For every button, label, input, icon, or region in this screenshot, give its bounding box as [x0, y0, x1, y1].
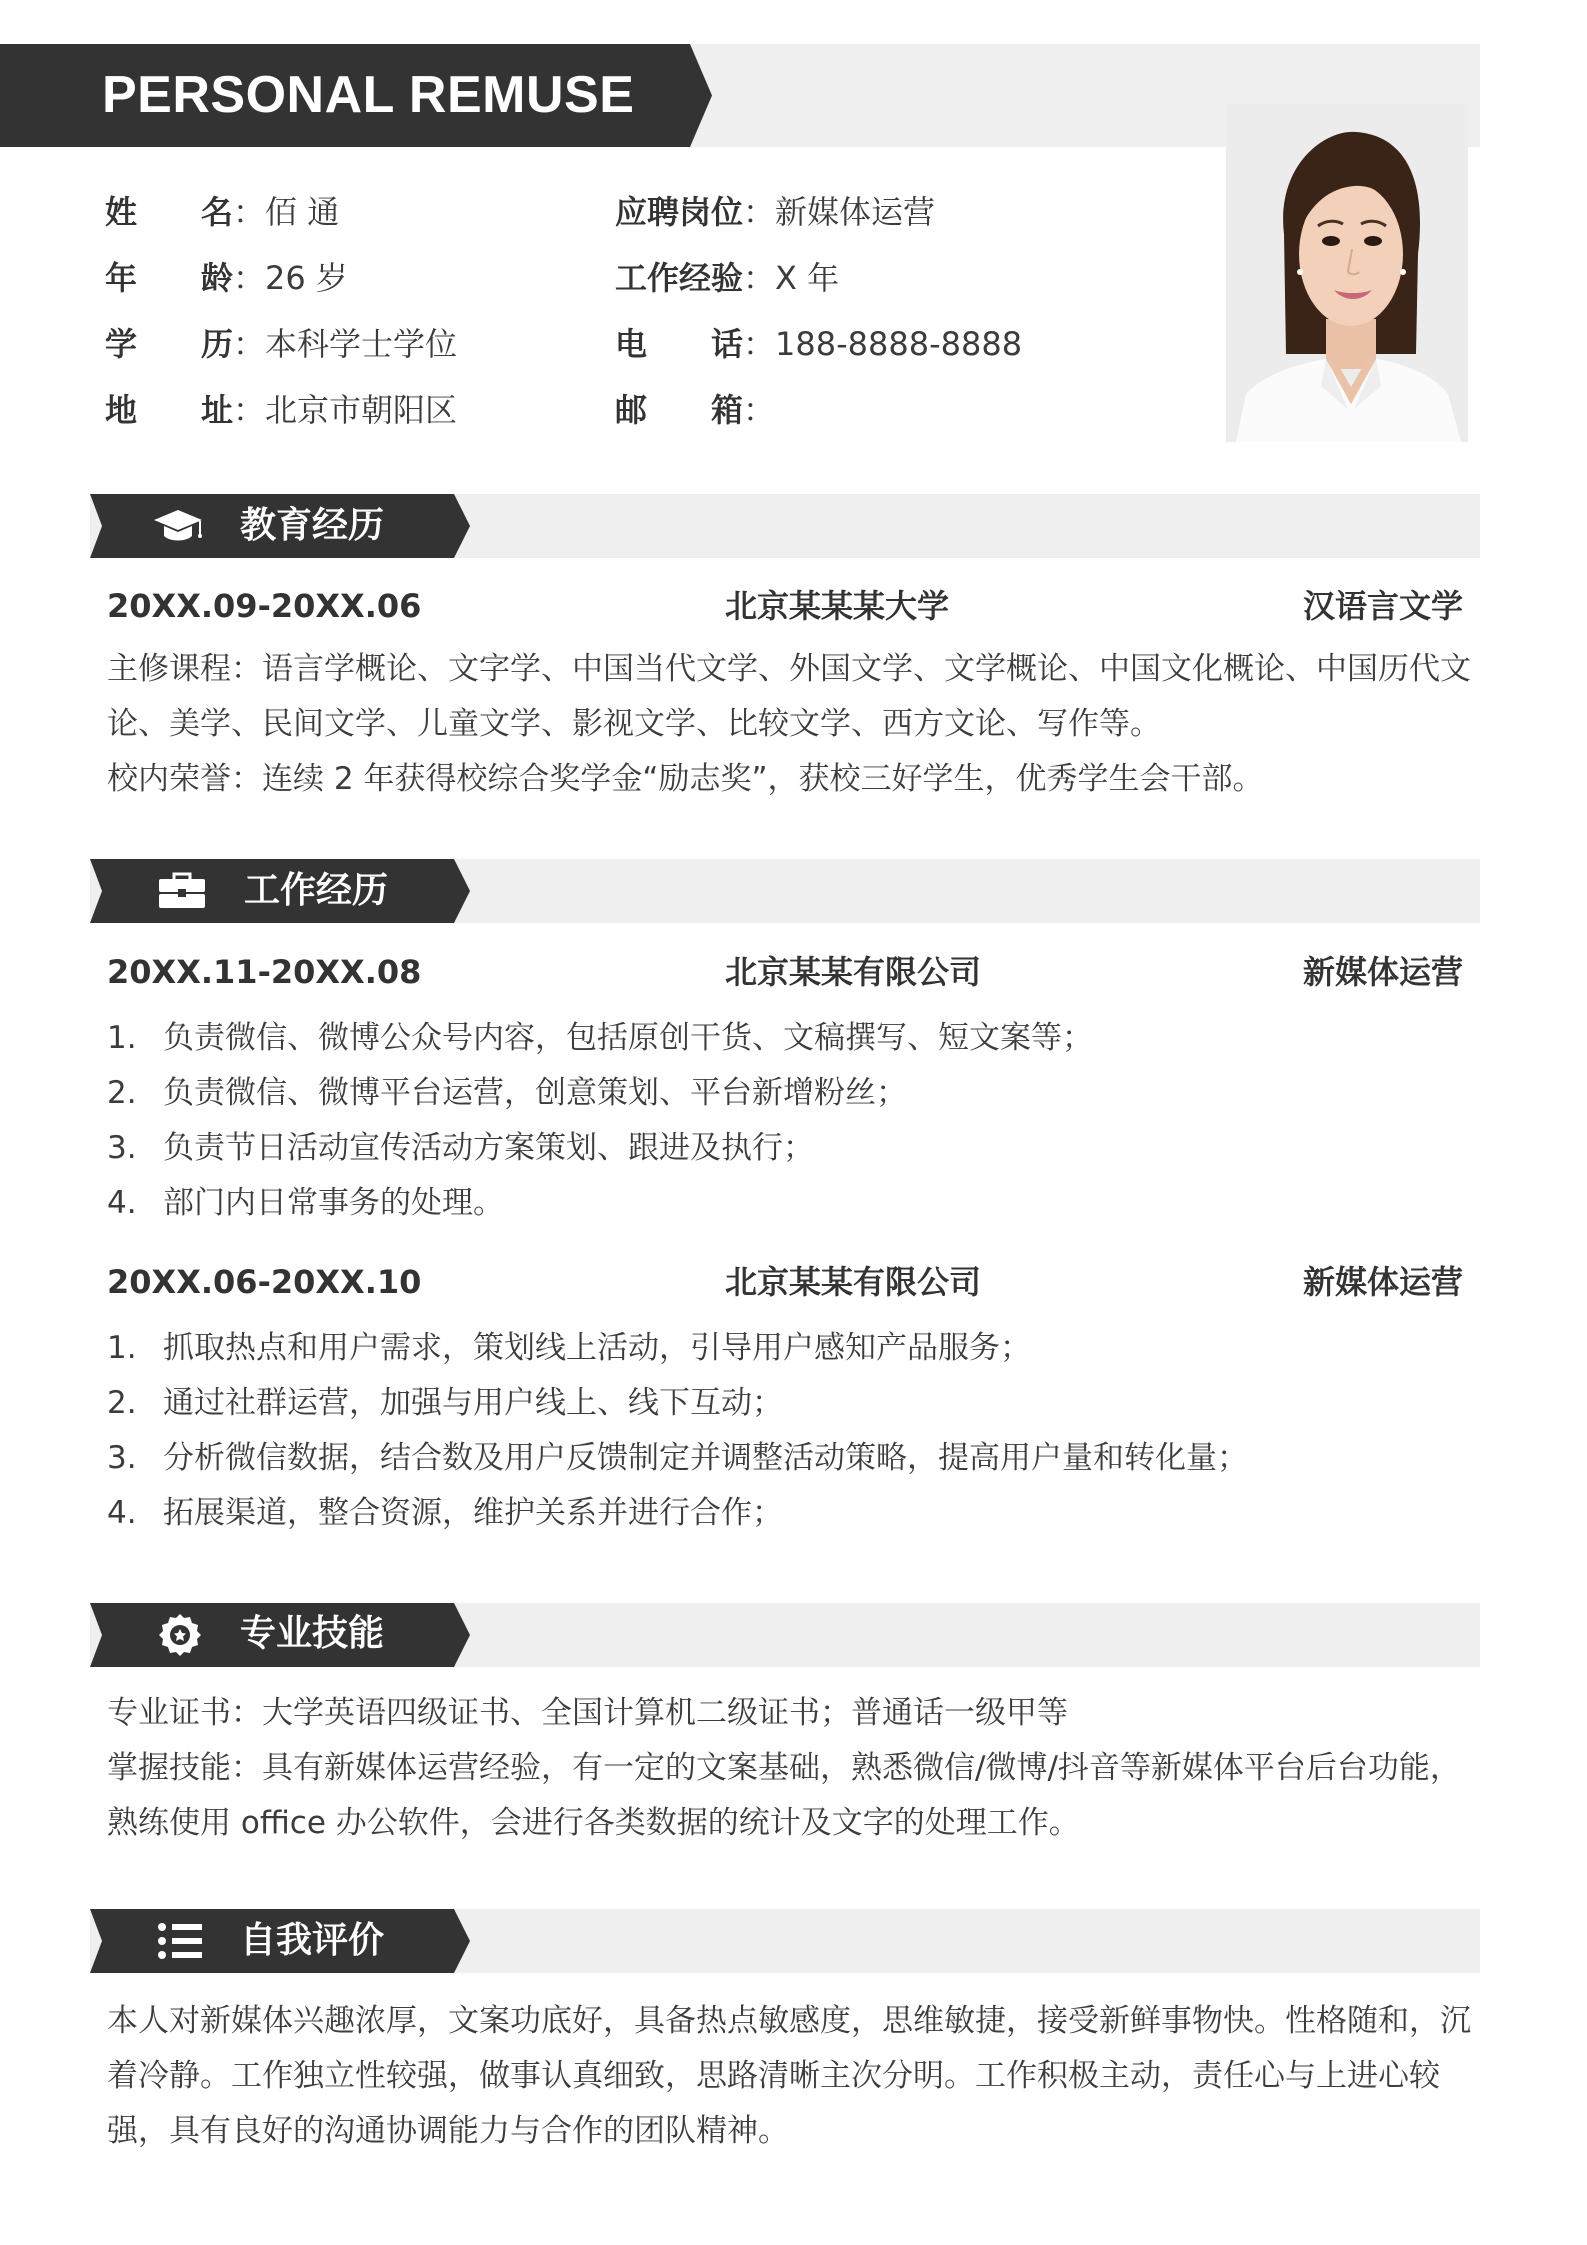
list-number: 2. — [107, 1075, 137, 1111]
section-title-education: 教育经历 — [240, 505, 385, 546]
info-separator: ： — [743, 259, 776, 297]
info-label: 邮 箱 — [615, 391, 744, 429]
info-label: 工作经验 — [615, 259, 744, 297]
list-text: 负责微信、微博公众号内容，包括原创干货、文稿撰写、短文案等； — [163, 1020, 1093, 1056]
info-value: X 年 — [775, 259, 840, 297]
info-label: 地 址 — [105, 391, 234, 429]
info-value: 188-8888-8888 — [775, 325, 1023, 363]
info-phone — [615, 322, 1022, 366]
section-title-self-evaluation: 自我评价 — [240, 1920, 385, 1961]
job-entry-header — [107, 1260, 1463, 1304]
list-number: 4. — [107, 1185, 137, 1221]
info-separator: ： — [743, 391, 776, 429]
list-item — [107, 1381, 783, 1425]
info-email — [615, 388, 775, 432]
list-item — [107, 1326, 1031, 1370]
info-age — [105, 256, 348, 300]
education-honors: 校内荣誉：连续 2 年获得校综合奖学金“励志奖”，获校三好学生，优秀学生会干部。 — [107, 761, 1264, 797]
list-item — [107, 1071, 907, 1115]
list-text: 通过社群运营，加强与用户线上、线下互动； — [163, 1385, 783, 1421]
info-separator: ： — [743, 193, 776, 231]
list-item — [107, 1126, 814, 1170]
list-text: 分析微信数据，结合数及用户反馈制定并调整活动策略，提高用户量和转化量； — [163, 1440, 1248, 1476]
job-company: 北京某某有限公司 — [725, 1263, 982, 1301]
list-text: 部门内日常事务的处理。 — [163, 1185, 504, 1221]
info-value: 新媒体运营 — [775, 193, 936, 231]
list-text: 负责微信、微博平台运营，创意策划、平台新增粉丝； — [163, 1075, 907, 1111]
list-text: 拓展渠道，整合资源，维护关系并进行合作； — [163, 1495, 783, 1531]
info-separator: ： — [233, 193, 266, 231]
job-date: 20XX.06-20XX.10 — [107, 1263, 422, 1301]
info-name — [105, 190, 339, 234]
list-item — [107, 1016, 1093, 1060]
list-number: 4. — [107, 1495, 137, 1531]
info-separator: ： — [743, 325, 776, 363]
info-experience — [615, 256, 839, 300]
info-label: 年 龄 — [105, 259, 234, 297]
self-evaluation-paragraph: 本人对新媒体兴趣浓厚，文案功底好，具备热点敏感度，思维敏捷，接受新鲜事物快。性格随和，沉着冷静。工作独立性较强，做事认真细致，思路清晰主次分明。工作积极主动，责任心与上进心较强，具有良好的沟通协调能力与合作的团队精神。 — [107, 2003, 1471, 2149]
skills-certificates: 专业证书：大学英语四级证书、全国计算机二级证书；普通话一级甲等 — [107, 1695, 1068, 1731]
info-position — [615, 190, 935, 234]
info-label: 姓 名 — [105, 193, 234, 231]
job-company: 北京某某有限公司 — [725, 953, 982, 991]
list-item — [107, 1181, 504, 1225]
list-number: 1. — [107, 1020, 137, 1056]
list-text: 抓取热点和用户需求，策划线上活动，引导用户感知产品服务； — [163, 1330, 1031, 1366]
job-entry-header — [107, 950, 1463, 994]
info-separator: ： — [233, 259, 266, 297]
list-number: 3. — [107, 1440, 137, 1476]
education-date: 20XX.09-20XX.06 — [107, 587, 422, 625]
section-title-work: 工作经历 — [244, 870, 389, 911]
job-position: 新媒体运营 — [1302, 1263, 1463, 1301]
education-details — [107, 642, 1477, 807]
education-major: 汉语言文学 — [1302, 587, 1463, 625]
education-courses: 主修课程：语言学概论、文字学、中国当代文学、外国文学、文学概论、中国文化概论、中国历代文论、美学、民间文学、儿童文学、影视文学、比较文学、西方文论、写作等。 — [107, 651, 1471, 742]
info-separator: ： — [233, 325, 266, 363]
list-text: 负责节日活动宣传活动方案策划、跟进及执行； — [163, 1130, 814, 1166]
self-evaluation-text — [107, 1994, 1477, 2159]
info-education-level — [105, 322, 457, 366]
list-item — [107, 1436, 1248, 1480]
education-school: 北京某某某大学 — [725, 587, 950, 625]
job-date: 20XX.11-20XX.08 — [107, 953, 422, 991]
page-title: PERSONAL REMUSE — [102, 66, 635, 124]
graduation-cap-icon — [150, 504, 206, 548]
info-address — [105, 388, 457, 432]
list-item — [107, 1491, 783, 1535]
list-number: 3. — [107, 1130, 137, 1166]
list-number: 1. — [107, 1330, 137, 1366]
section-title-skills: 专业技能 — [240, 1613, 385, 1654]
info-value: 北京市朝阳区 — [265, 391, 458, 429]
job-position: 新媒体运营 — [1302, 953, 1463, 991]
info-value: 佰 通 — [265, 193, 340, 231]
education-entry-header — [107, 584, 1463, 628]
list-number: 2. — [107, 1385, 137, 1421]
info-value: 本科学士学位 — [265, 325, 458, 363]
skills-abilities: 掌握技能：具有新媒体运营经验，有一定的文案基础，熟悉微信/微博/抖音等新媒体平台后台功能，熟练使用 office 办公软件，会进行各类数据的统计及文字的处理工作。 — [107, 1750, 1461, 1841]
info-label: 学 历 — [105, 325, 234, 363]
briefcase-icon — [154, 869, 210, 913]
skills-details — [107, 1686, 1477, 1851]
list-icon — [154, 1919, 210, 1963]
info-separator: ： — [233, 391, 266, 429]
profile-photo — [1226, 104, 1468, 442]
award-badge-icon — [152, 1612, 208, 1656]
info-label: 电 话 — [615, 325, 744, 363]
info-value: 26 岁 — [265, 259, 348, 297]
info-label: 应聘岗位 — [615, 193, 744, 231]
